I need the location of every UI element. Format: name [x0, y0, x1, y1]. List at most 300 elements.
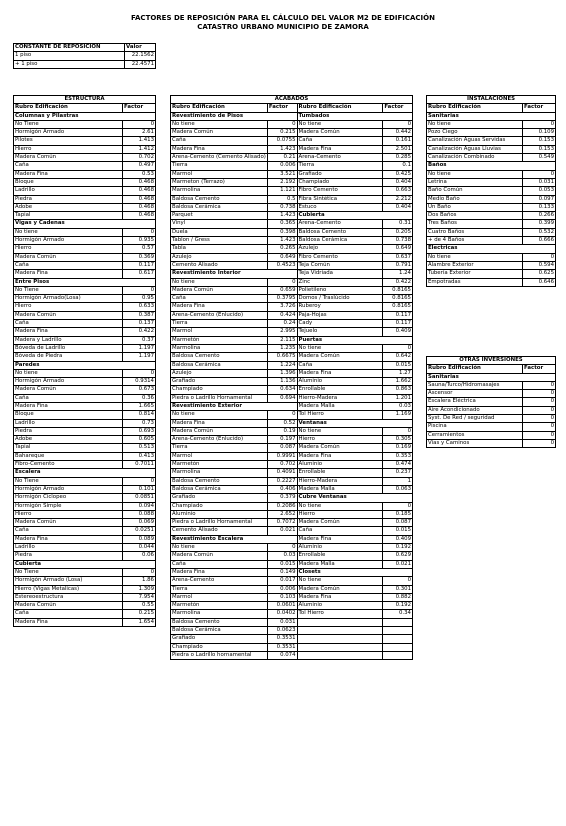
empty-cell	[383, 618, 413, 626]
row-label: Medio Baño	[427, 195, 523, 203]
row-value: 0.634	[267, 386, 297, 394]
section-header-row	[427, 245, 556, 253]
row-value: 0.1	[383, 162, 413, 170]
row-label: Arena-Cemento	[171, 577, 268, 585]
row-value: 2.995	[267, 328, 297, 336]
row-value: 0.468	[123, 203, 156, 211]
row-label: Madera Fina	[171, 568, 268, 576]
row-value: 0.8165	[383, 295, 413, 303]
table-row	[14, 203, 156, 211]
row-label: Madera Fina	[297, 452, 383, 460]
table-row	[427, 212, 556, 220]
row-value: 0.161	[383, 137, 413, 145]
row-value: 0.017	[267, 577, 297, 585]
row-label: Azulejo	[171, 369, 268, 377]
table-row	[427, 261, 556, 269]
row-value: 0.37	[123, 336, 156, 344]
row-value: 0.088	[123, 510, 156, 518]
table-row	[171, 618, 413, 626]
row-label: Hormigón Simple	[14, 502, 123, 510]
row-value: 0	[123, 286, 156, 294]
row-label: No tiene	[171, 544, 268, 552]
row-value: 0.7072	[267, 519, 297, 527]
table-row	[14, 328, 156, 336]
row-value: 2.501	[383, 145, 413, 153]
row-label: Marmol	[171, 328, 268, 336]
constante-label: CONSTANTE DE REPOSICIÓN	[14, 44, 125, 52]
row-label: Grafiado	[171, 378, 268, 386]
row-value: 0	[123, 228, 156, 236]
row-label: Caña	[171, 137, 268, 145]
row-label: Madera Malla	[297, 560, 383, 568]
table-row	[14, 502, 156, 510]
empty-cell	[297, 635, 383, 643]
table-row	[14, 485, 156, 493]
row-label: Hierro	[14, 245, 123, 253]
row-label: Sauna/Turco/Hidromasajes	[427, 381, 523, 389]
constante-header-row	[14, 44, 156, 52]
row-label: Hierro (Vigas Metalicas)	[14, 585, 123, 593]
table-title-row	[171, 96, 413, 104]
row-label: Cemento Alisado	[171, 527, 268, 535]
row-value: 0.404	[383, 178, 413, 186]
section-header: Cubierta	[297, 212, 412, 220]
row-value: 0.605	[123, 436, 156, 444]
row-label: Marmol	[171, 593, 268, 601]
column-header-rubro: Rubro Edificación	[427, 104, 523, 112]
table-row	[171, 602, 413, 610]
table-row	[427, 423, 556, 431]
section-header-row	[14, 560, 156, 568]
row-label: Hormigón Armado	[14, 378, 123, 386]
row-label: Caña	[14, 610, 123, 618]
row-label: Hierro	[297, 510, 383, 518]
row-label: Madera Común	[14, 386, 123, 394]
section-header: Baños	[427, 162, 556, 170]
table-row	[171, 436, 413, 444]
row-value: 0.185	[383, 510, 413, 518]
empty-cell	[297, 651, 383, 659]
table-row	[171, 485, 413, 493]
row-value: 0.053	[523, 187, 556, 195]
row-label: Domos / Traslúcido	[297, 295, 383, 303]
row-label: No tiene	[427, 120, 523, 128]
table-row	[171, 427, 413, 435]
row-label: Madera Fina	[297, 369, 383, 377]
row-label: Madera Fina	[297, 593, 383, 601]
row-value: 0	[123, 120, 156, 128]
table-row	[14, 402, 156, 410]
table-row	[171, 303, 413, 311]
row-value: 0.192	[383, 602, 413, 610]
row-value: 0.404	[383, 203, 413, 211]
table-row	[171, 220, 413, 228]
column-header-factor: Factor	[523, 104, 556, 112]
table-row	[14, 535, 156, 543]
column-header-factor: Factor	[383, 104, 413, 112]
section-header: Paredes	[14, 361, 156, 369]
table-row	[14, 253, 156, 261]
row-label: Baldosa Cemento	[171, 477, 268, 485]
row-label: Hierro	[14, 145, 123, 153]
row-value: 0.625	[523, 270, 556, 278]
table-row	[14, 452, 156, 460]
row-label: Caña	[171, 295, 268, 303]
row-label: Madera Fina	[14, 270, 123, 278]
row-label: Ruberoy	[297, 303, 383, 311]
table-row	[171, 353, 413, 361]
table-row	[171, 195, 413, 203]
row-label: No tiene	[171, 278, 268, 286]
row-value: 1.423	[267, 212, 297, 220]
row-label: Fibro-Cemento	[14, 461, 123, 469]
table-row	[14, 336, 156, 344]
section-header-row	[427, 112, 556, 120]
row-value: 0.379	[267, 494, 297, 502]
row-value: 0.21	[267, 154, 297, 162]
row-label: Dos Baños	[427, 212, 523, 220]
row-value: 0.006	[267, 585, 297, 593]
table-row	[171, 610, 413, 618]
row-label: Aluminio	[297, 602, 383, 610]
row-label: Madera Común	[14, 602, 123, 610]
row-label: Bloque	[14, 178, 123, 186]
row-value: 0.0755	[267, 137, 297, 145]
row-label: Marmol	[171, 452, 268, 460]
row-label: Champiado	[171, 643, 268, 651]
row-label: Arena-Cemento (Enlucido)	[171, 311, 268, 319]
row-value: 2.115	[267, 336, 297, 344]
row-label: Bóveda de Piedra	[14, 353, 123, 361]
table-row	[14, 519, 156, 527]
table-row	[427, 195, 556, 203]
empty-cell	[297, 643, 383, 651]
row-label: Piscina	[427, 423, 523, 431]
row-label: Piedra o Ladrillo Hornamental	[171, 519, 268, 527]
table-row	[14, 477, 156, 485]
row-value: 0.31	[383, 220, 413, 228]
row-value: 0.215	[123, 610, 156, 618]
table-row	[14, 552, 156, 560]
table-row	[171, 585, 413, 593]
table-row	[14, 137, 156, 145]
row-value: 0.642	[383, 353, 413, 361]
table-row	[14, 618, 156, 626]
row-label: Marmetón	[171, 461, 268, 469]
row-value: 0.301	[383, 585, 413, 593]
row-value: 0.101	[123, 485, 156, 493]
row-label: Hormigón Armado (Losa)	[14, 577, 123, 585]
table-row	[14, 154, 156, 162]
table-row	[171, 145, 413, 153]
table-row	[171, 402, 413, 410]
row-value: 0	[523, 253, 556, 261]
row-label: Escalera Eléctrica	[427, 398, 523, 406]
row-value: 0.06	[123, 552, 156, 560]
row-label: Tol Hierro	[297, 610, 383, 618]
row-value: 0.015	[267, 560, 297, 568]
table-row	[427, 406, 556, 414]
row-label: Bahareque	[14, 452, 123, 460]
table-row	[14, 178, 156, 186]
row-value: 0.34	[383, 610, 413, 618]
row-value: 0.087	[383, 519, 413, 527]
row-label: Azulejo	[171, 253, 268, 261]
row-value: 0	[523, 439, 556, 447]
row-value: 0.474	[383, 461, 413, 469]
table-row	[427, 137, 556, 145]
row-value: 0.24	[267, 320, 297, 328]
row-label: Syst. De Red / seguridad	[427, 415, 523, 423]
row-value: 0.663	[383, 187, 413, 195]
row-value: 0.398	[267, 228, 297, 236]
table-row	[171, 237, 413, 245]
row-label: No Tiene	[14, 120, 123, 128]
row-value: 0.513	[123, 444, 156, 452]
row-label: Madera Fina	[171, 419, 268, 427]
row-value: 0.637	[383, 253, 413, 261]
row-label: Caña	[14, 394, 123, 402]
row-label: Cemento Alisado	[171, 261, 268, 269]
row-value: 0.409	[383, 535, 413, 543]
table-row	[171, 452, 413, 460]
table-row	[14, 187, 156, 195]
row-value: 0	[523, 431, 556, 439]
table-row	[14, 510, 156, 518]
row-value: 0.369	[123, 253, 156, 261]
row-label: Aluminio	[297, 544, 383, 552]
row-value: 0.015	[383, 361, 413, 369]
row-label: Arena-Cemento (Enlucido)	[171, 436, 268, 444]
row-value: 1.412	[123, 145, 156, 153]
row-label: Fibro Cemento	[297, 253, 383, 261]
table-row	[14, 170, 156, 178]
column-header-rubro: Rubro Edificación	[171, 104, 268, 112]
row-value: 0	[383, 502, 413, 510]
row-value: 0.95	[123, 295, 156, 303]
table-row	[171, 286, 413, 294]
row-label: Enrollable	[297, 552, 383, 560]
table-row	[14, 369, 156, 377]
row-value: 0.442	[383, 129, 413, 137]
row-value: 0.5	[267, 195, 297, 203]
table-row	[171, 444, 413, 452]
row-label: Madera Común	[14, 154, 123, 162]
row-label: Hierro-Madera	[297, 394, 383, 402]
row-value: 0.094	[123, 502, 156, 510]
row-value: 0	[523, 398, 556, 406]
row-value: 0.738	[267, 203, 297, 211]
table-row	[427, 154, 556, 162]
row-value: 1.197	[123, 353, 156, 361]
section-header: Revestimiento Escalera	[171, 535, 298, 543]
table-row	[14, 344, 156, 352]
row-value: 0	[123, 568, 156, 576]
row-value: 0	[383, 120, 413, 128]
table-row	[427, 178, 556, 186]
section-header: Escalera	[14, 469, 156, 477]
table-row	[171, 593, 413, 601]
row-label: Adobe	[14, 203, 123, 211]
table-row	[171, 519, 413, 527]
table-row	[171, 203, 413, 211]
section-header: Entre Pisos	[14, 278, 156, 286]
section-header-row	[14, 112, 156, 120]
row-label: Marmeton (Terrazo)	[171, 178, 268, 186]
row-label: Champiado	[297, 178, 383, 186]
row-value: 0.03	[383, 402, 413, 410]
row-label: Hormigón Armado	[14, 129, 123, 137]
row-value: 1.423	[267, 237, 297, 245]
row-value: 0.882	[383, 593, 413, 601]
row-label: No tiene	[14, 369, 123, 377]
row-value: 0.9991	[267, 452, 297, 460]
row-value: 1.235	[267, 344, 297, 352]
table-row	[171, 187, 413, 195]
row-label: Hormigón Armado(Losa)	[14, 295, 123, 303]
row-label: Canalización Aguas Lluvias	[427, 145, 523, 153]
row-value: 0.659	[267, 286, 297, 294]
row-label: Baldosa Cerámica	[171, 361, 268, 369]
page-subtitle: CATASTRO URBANO MUNICIPIO DE ZAMORA	[197, 23, 369, 31]
row-value: 0.8165	[383, 303, 413, 311]
row-label: Madera Común	[14, 311, 123, 319]
row-label: Parquet	[171, 212, 268, 220]
row-label: Hierro	[297, 436, 383, 444]
table-title-row	[427, 96, 556, 104]
table-row	[427, 390, 556, 398]
section-header: Sanitarias	[427, 373, 556, 381]
table-row	[171, 502, 413, 510]
table-row	[14, 394, 156, 402]
row-label: Cuatro Baños	[427, 228, 523, 236]
row-value: 1.27	[383, 369, 413, 377]
row-label: Piedra o Ladrillo Hornamental	[171, 394, 268, 402]
row-label: Azulejo	[297, 245, 383, 253]
row-value: 0.594	[523, 261, 556, 269]
row-value: 0.205	[383, 228, 413, 236]
section-header: Puertas	[297, 336, 412, 344]
row-label: Champiado	[171, 502, 268, 510]
row-label: Madera Común	[297, 129, 383, 137]
row-value: 1.224	[267, 361, 297, 369]
row-label: Madera Fina	[14, 535, 123, 543]
row-label: Pozo Ciego	[427, 129, 523, 137]
row-label: Tubería Exterior	[427, 270, 523, 278]
row-label: Vías y Caminos	[427, 439, 523, 447]
row-label: Arena-Cemento	[297, 154, 383, 162]
section-header-row	[14, 278, 156, 286]
row-label: Baldosa Cerámica	[297, 237, 383, 245]
table-row	[427, 253, 556, 261]
table-row	[171, 494, 413, 502]
row-value: 0.0623	[267, 627, 297, 635]
row-label: Tierra	[171, 444, 268, 452]
row-value: 0.6675	[267, 353, 297, 361]
row-value: 0.4091	[267, 469, 297, 477]
row-value: 0	[523, 170, 556, 178]
row-label: Tierra	[171, 585, 268, 593]
column-header-factor: Factor	[523, 365, 556, 373]
row-value: 22.1562	[125, 52, 156, 60]
row-value: 0.021	[383, 560, 413, 568]
column-header-factor: Factor	[267, 104, 297, 112]
row-value: 1	[383, 477, 413, 485]
row-label: Piedra	[14, 195, 123, 203]
row-value: 1.121	[267, 187, 297, 195]
empty-cell	[383, 651, 413, 659]
row-value: 0.197	[267, 436, 297, 444]
row-label: Tablon / Gress	[171, 237, 268, 245]
row-label: Madera Común	[297, 585, 383, 593]
row-value: 0.031	[523, 178, 556, 186]
table-row	[14, 52, 156, 60]
table-row	[171, 568, 413, 576]
row-value: 0	[267, 411, 297, 419]
row-label: Canalización Aguas Servidas	[427, 137, 523, 145]
row-value: 0.422	[123, 328, 156, 336]
table-row	[14, 461, 156, 469]
row-value: 0	[523, 390, 556, 398]
table-row	[427, 203, 556, 211]
table-title-row	[14, 96, 156, 104]
table-row	[171, 344, 413, 352]
row-value: 1.423	[267, 145, 297, 153]
table-row	[171, 162, 413, 170]
row-value: 0.153	[523, 137, 556, 145]
row-label: Tierra	[171, 162, 268, 170]
row-label: Paja-Hojas	[297, 311, 383, 319]
row-label: Caña	[14, 261, 123, 269]
empty-cell	[383, 643, 413, 651]
row-value: 0.3795	[267, 295, 297, 303]
row-label: Madera Común	[297, 353, 383, 361]
table-row	[171, 461, 413, 469]
table-row	[427, 220, 556, 228]
row-label: Madera Fina	[171, 145, 268, 153]
row-value: 3.521	[267, 170, 297, 178]
section-header: Columnas y Pilastras	[14, 112, 156, 120]
row-value: 0.422	[383, 278, 413, 286]
table-row	[14, 245, 156, 253]
table-row	[171, 577, 413, 585]
row-value: 0	[267, 544, 297, 552]
row-value: 0.702	[267, 461, 297, 469]
row-label: Baldosa Cemento	[171, 195, 268, 203]
row-label: Arena-Cemento	[297, 220, 383, 228]
row-value: 0.55	[123, 602, 156, 610]
row-label: No tiene	[427, 170, 523, 178]
row-label: Baldosa Cerámica	[171, 627, 268, 635]
row-label: Madera Común	[14, 519, 123, 527]
row-value: 0.03	[267, 552, 297, 560]
row-label: Enrollable	[297, 469, 383, 477]
row-value: 0.365	[267, 220, 297, 228]
table-row	[14, 320, 156, 328]
row-label: Teja Común	[297, 261, 383, 269]
row-label: Caña	[14, 527, 123, 535]
column-header-row	[427, 365, 556, 373]
row-value: 0.117	[123, 261, 156, 269]
row-value: 0	[523, 406, 556, 414]
row-label: Tres Baños	[427, 220, 523, 228]
table-row	[14, 444, 156, 452]
row-label: Marmetón	[171, 602, 268, 610]
row-label: Tabla	[171, 245, 268, 253]
table-row	[171, 278, 413, 286]
row-label: Madera Malla	[297, 485, 383, 493]
row-value: 0.53	[123, 170, 156, 178]
